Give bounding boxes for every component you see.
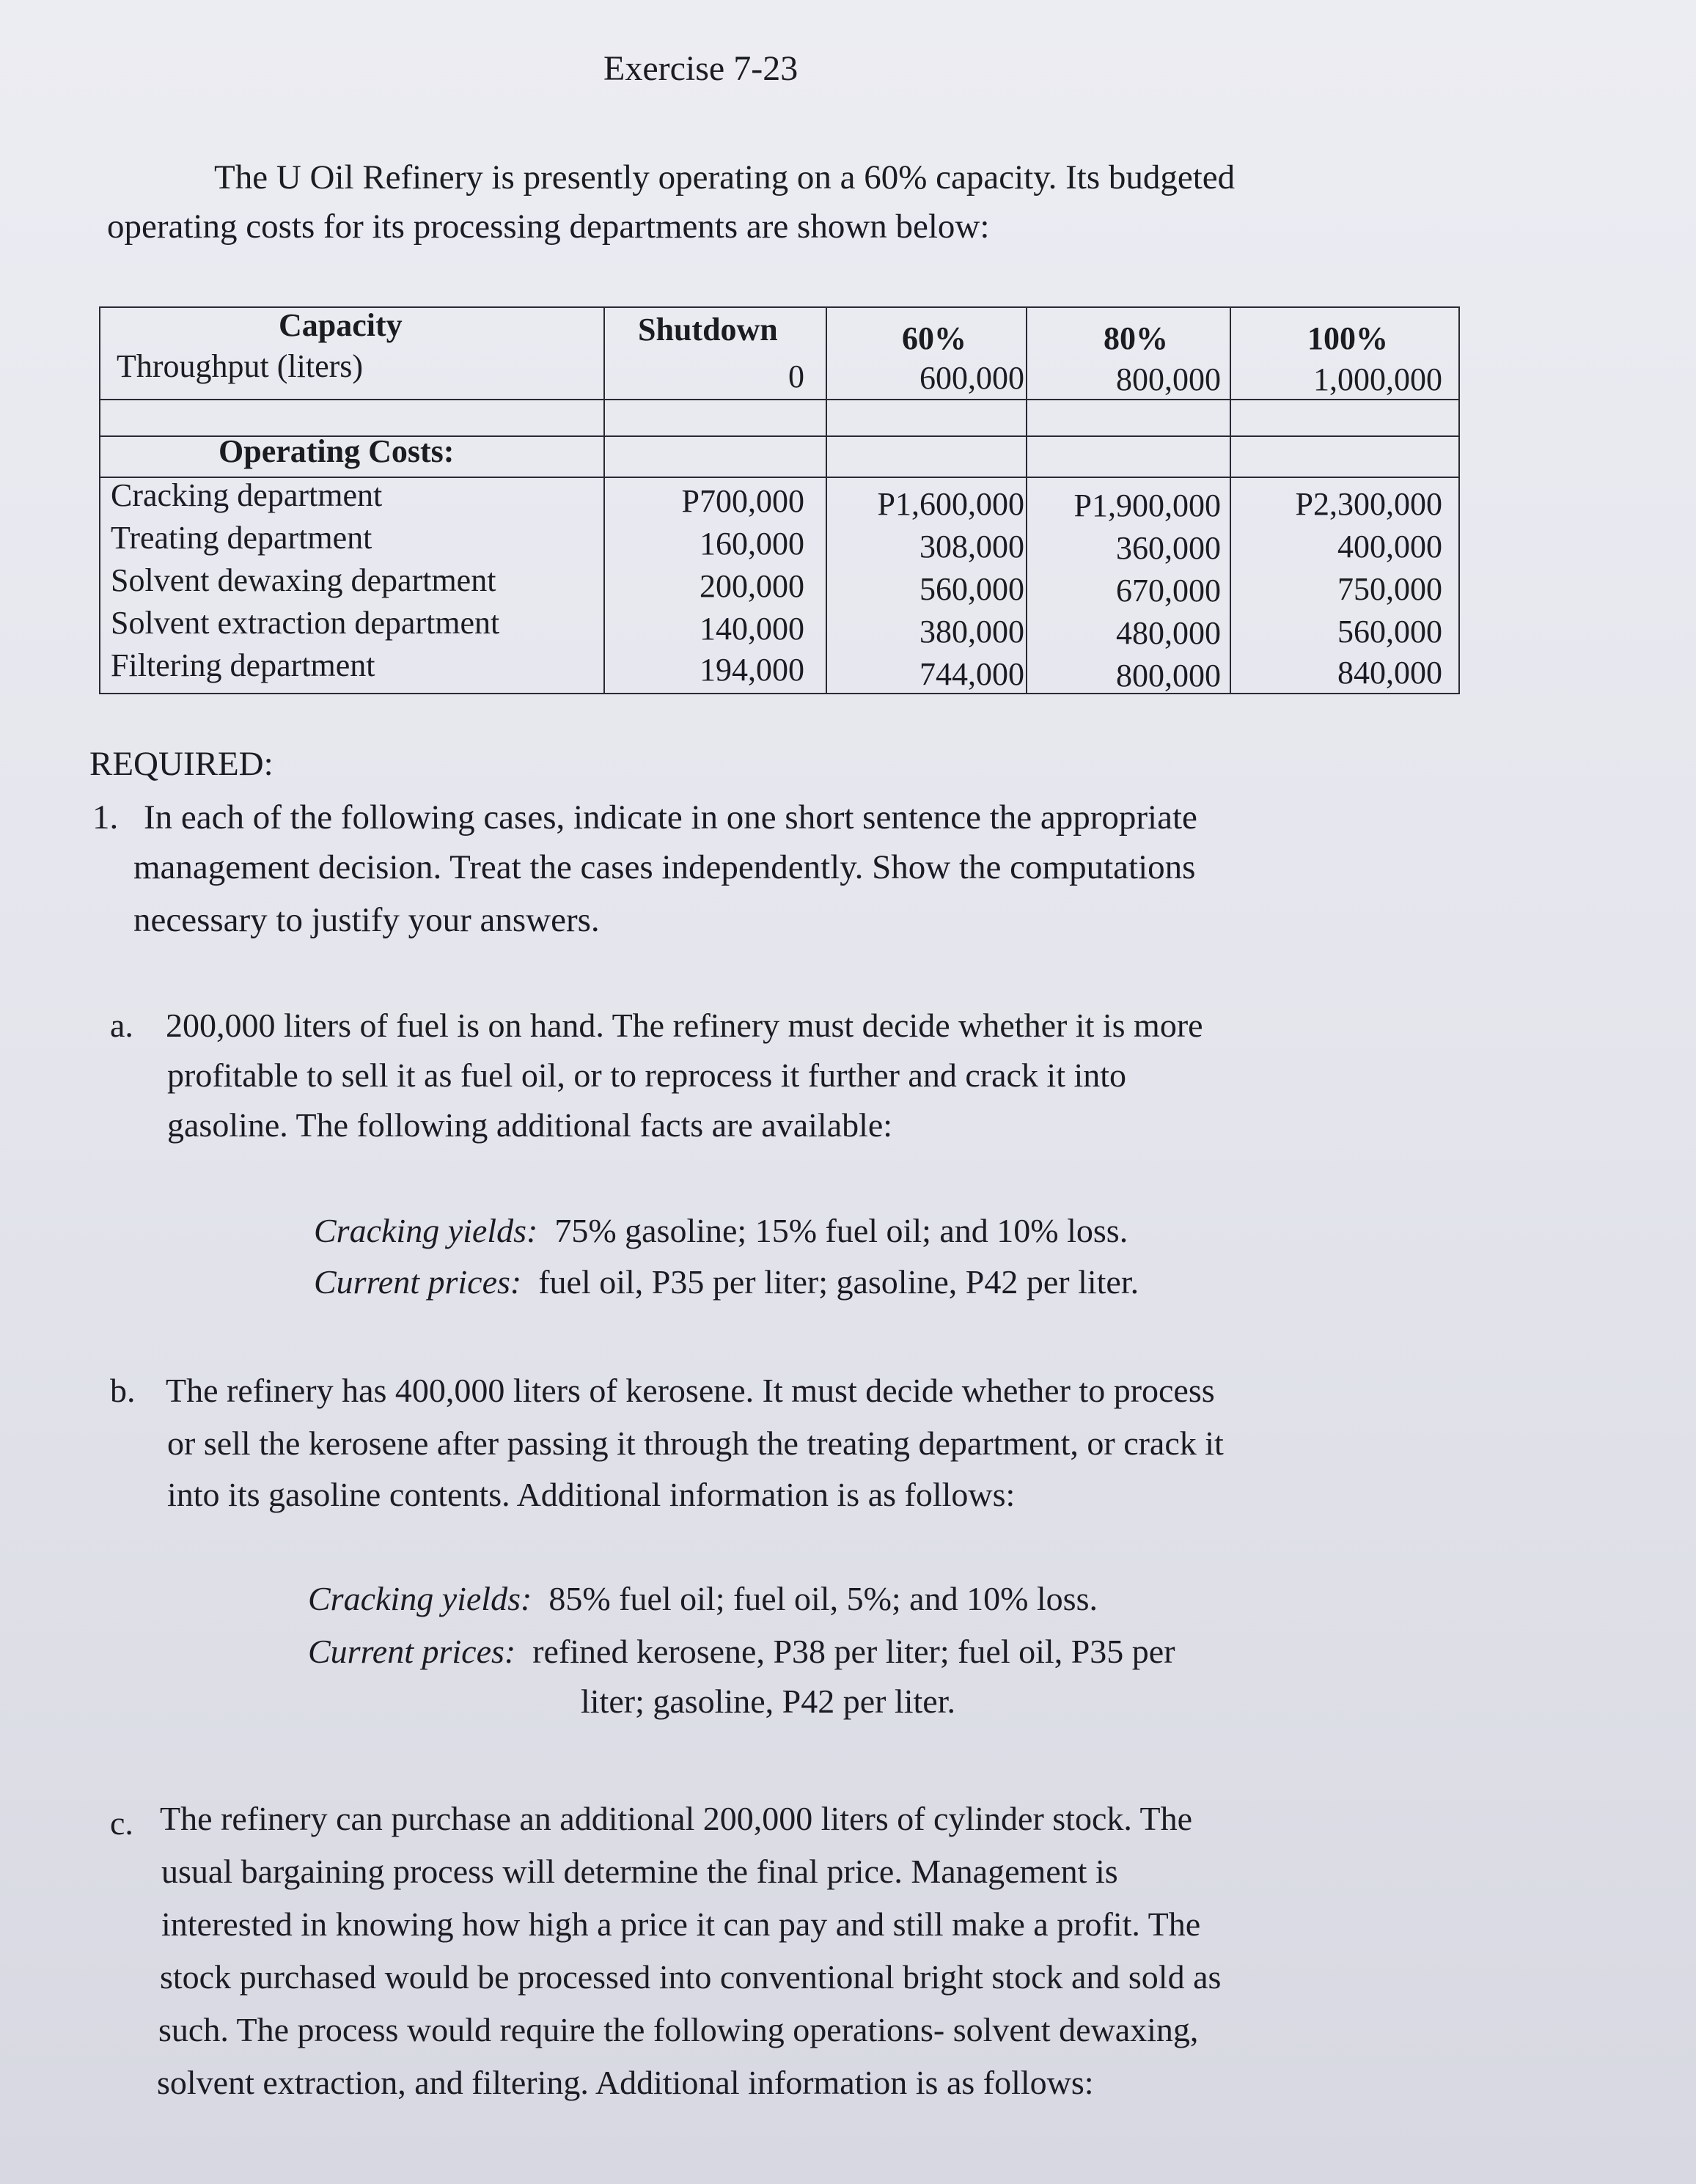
operating-costs-table [99,306,1460,695]
cell-cracking-80: P1,900,000 [1073,488,1221,523]
case-b-line-1: The refinery has 400,000 liters of kerosene. It must decide whether to process [166,1372,1215,1409]
case-a-prices-label: Current prices: [314,1263,522,1301]
case-b-yields-label: Cracking yields: [308,1580,532,1617]
row-label-cracking: Cracking department [111,477,383,513]
case-c-line-1: The refinery can purchase an additional 200,000 liters of cylinder stock. The [160,1800,1193,1837]
exercise-title: Exercise 7-23 [603,49,799,88]
case-a-prices [314,1262,1139,1301]
intro-line-2: operating costs for its processing departments are shown below: [107,207,990,246]
case-a-yields-label: Cracking yields: [314,1212,538,1249]
case-c-line-2: usual bargaining process will determine the final price. Management is [161,1853,1118,1890]
item-1-number: 1. [92,798,119,837]
case-b-prices-value-1: refined kerosene, P38 per liter; fuel oil, P35 per [532,1633,1175,1670]
col-header-100: 100% [1307,320,1388,356]
case-c-line-5: such. The process would require the following operations- solvent dewaxing, [158,2011,1199,2048]
cell-extraction-60: 380,000 [919,614,1024,650]
case-a-prices-value: fuel oil, P35 per liter; gasoline, P42 per liter. [538,1263,1139,1301]
cell-filtering-100: 840,000 [1337,655,1442,691]
row-label-dewaxing: Solvent dewaxing department [111,562,496,598]
cell-treating-60: 308,000 [919,529,1024,565]
cell-cracking-shutdown: P700,000 [681,483,804,519]
row-label-extraction: Solvent extraction department [111,605,500,641]
cell-dewaxing-80: 670,000 [1116,573,1221,608]
cell-treating-shutdown: 160,000 [700,526,804,562]
col-header-80: 80% [1104,320,1168,356]
item-1-line-3: necessary to justify your answers. [133,901,600,939]
col-header-shutdown: Shutdown [638,312,778,348]
required-heading: REQUIRED: [89,745,274,783]
case-b-prices-value-2: liter; gasoline, P42 per liter. [581,1683,956,1720]
cell-treating-80: 360,000 [1116,530,1221,566]
row-label-treating: Treating department [111,520,372,556]
capacity-label: Capacity [279,307,403,343]
cell-dewaxing-shutdown: 200,000 [700,568,804,604]
cell-cracking-100: P2,300,000 [1295,486,1442,522]
case-b-line-3: into its gasoline contents. Additional information is as follows: [167,1476,1016,1513]
case-a-line-3: gasoline. The following additional facts are available: [167,1106,893,1144]
case-a-line-2: profitable to sell it as fuel oil, or to reprocess it further and crack it into [167,1056,1127,1094]
case-b-yields-value: 85% fuel oil; fuel oil, 5%; and 10% loss. [548,1580,1098,1617]
operating-costs-label: Operating Costs: [219,433,455,469]
case-b-prices-label: Current prices: [308,1633,516,1670]
case-b-prices [308,1632,1175,1671]
case-c-line-6: solvent extraction, and filtering. Additional information is as follows: [157,2064,1094,2101]
case-c-line-3: interested in knowing how high a price it can pay and still make a profit. The [161,1905,1201,1943]
cell-extraction-shutdown: 140,000 [700,611,804,647]
cell-filtering-80: 800,000 [1116,658,1221,694]
throughput-60: 600,000 [919,360,1024,396]
cell-treating-100: 400,000 [1337,529,1442,565]
throughput-label: Throughput (liters) [117,348,364,384]
item-1-line-1: In each of the following cases, indicate in one short sentence the appropriate [144,798,1197,837]
throughput-100: 1,000,000 [1313,361,1442,397]
case-a-yields-value: 75% gasoline; 15% fuel oil; and 10% loss. [554,1212,1128,1249]
throughput-shutdown: 0 [788,359,804,394]
col-header-60: 60% [902,320,966,356]
case-b-letter: b. [110,1372,136,1409]
cell-extraction-80: 480,000 [1116,615,1221,651]
case-b-yields [308,1579,1098,1618]
case-a-letter: a. [110,1007,133,1044]
case-c-letter: c. [110,1804,133,1842]
intro-line-1: The U Oil Refinery is presently operating on a 60% capacity. Its budgeted [214,158,1236,196]
item-1-line-2: management decision. Treat the cases independently. Show the computations [133,848,1196,886]
throughput-80: 800,000 [1116,361,1221,397]
cell-dewaxing-60: 560,000 [919,571,1024,607]
row-label-filtering: Filtering department [111,647,375,683]
case-a-line-1: 200,000 liters of fuel is on hand. The refinery must decide whether it is more [166,1007,1203,1044]
case-b-line-2: or sell the kerosene after passing it through the treating department, or crack it [167,1424,1224,1462]
cell-filtering-shutdown: 194,000 [700,652,804,688]
cell-dewaxing-100: 750,000 [1337,571,1442,607]
case-a-yields [314,1211,1128,1250]
cell-extraction-100: 560,000 [1337,614,1442,650]
case-c-line-4: stock purchased would be processed into conventional bright stock and sold as [160,1958,1222,1996]
cell-filtering-60: 744,000 [919,656,1024,692]
cell-cracking-60: P1,600,000 [877,486,1024,522]
